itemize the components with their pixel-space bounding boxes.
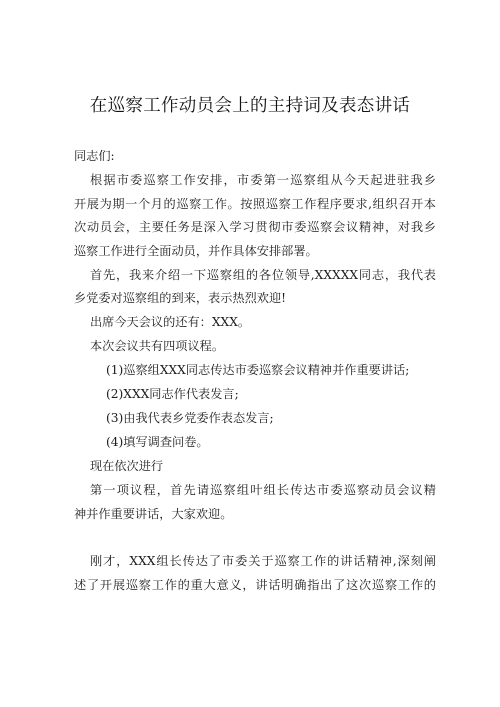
agenda-item: (4)填写调查问卷。 [106,435,209,449]
paragraph-line: 刚才，XXX组长传达了市委关于巡察工作的讲话精神,深刻阐 [90,554,436,568]
paragraph-line: 出席今天会议的还有：XXX。 [90,315,251,329]
paragraph-line: 神并作重要讲话，大家欢迎。 [74,507,233,521]
paragraph-line: 第一项议程，首先请巡察组叶组长传达市委巡察动员会议精 [90,483,436,497]
paragraph-line: 述了开展巡察工作的重大意义，讲话明确指出了这次巡察工作的 [74,578,436,592]
paragraph-line: 巡察工作进行全面动员，并作具体安排部署。 [74,244,318,258]
paragraph-line: 首先，我来介绍一下巡察组的各位领导,XXXXX同志，我代表 [90,268,436,282]
agenda-item: (1)巡察组XXX同志传达市委巡察会议精神并作重要讲话; [106,363,410,377]
paragraph-line: 根据市委巡察工作安排，市委第一巡察组从今天起进驻我乡 [90,173,436,187]
paragraph-line: 乡党委对巡察组的到来，表示热烈欢迎! [74,291,287,305]
document-title: 在巡察工作动员会上的主持词及表态讲话 [89,96,411,116]
agenda-item: (2)XXX同志作代表发言; [106,387,239,401]
paragraph-line: 现在依次进行 [90,459,164,473]
paragraph-line: 开展为期一个月的巡察工作。按照巡察工作程序要求,组织召开本 [74,197,436,211]
paragraph-line: 次动员会，主要任务是深入学习贯彻市委巡察会议精神，对我乡 [74,220,436,234]
paragraph-line: 本次会议共有四项议程。 [90,339,225,353]
agenda-item: (3)由我代表乡党委作表态发言; [106,411,274,425]
salutation: 同志们: [74,149,115,163]
